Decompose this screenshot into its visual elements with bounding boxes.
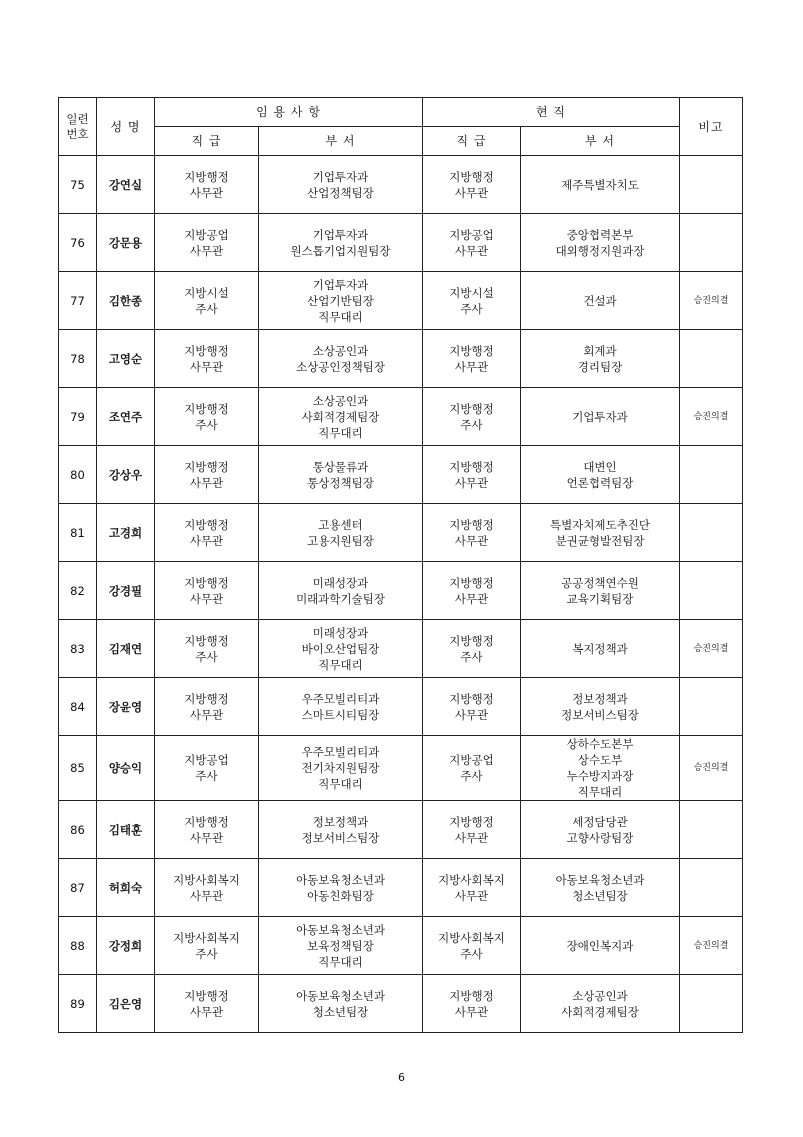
appointment-grade-cell-line: 주사 (195, 417, 218, 432)
current-dept-cell-line: 대외행정지원과장 (555, 243, 645, 258)
appointment-grade-cell-line: 지방행정 (184, 459, 229, 474)
current-grade-cell-line: 지방공업 (449, 753, 494, 767)
appointment-grade-header: 직 급 (155, 127, 259, 156)
note-cell: 승진의결 (680, 917, 743, 975)
current-grade-header: 직 급 (423, 127, 521, 156)
current-dept-cell-line: 기업투자과 (572, 409, 628, 424)
current-grade-cell-line: 지방행정 (449, 633, 494, 648)
current-grade-cell-line: 사무관 (454, 591, 489, 606)
appointment-grade-cell (155, 156, 259, 214)
note-cell: 승진의결 (680, 388, 743, 446)
current-dept-cell (521, 975, 680, 1033)
appointment-grade-cell-line: 사무관 (189, 185, 224, 200)
appointment-grade-cell-line: 지방행정 (184, 517, 229, 532)
current-dept-cell-line: 제주특별자치도 (561, 177, 639, 192)
appointment-dept-cell (259, 504, 423, 562)
current-grade-cell-line: 지방행정 (449, 988, 494, 1003)
current-grade-cell (423, 562, 521, 620)
name-cell: 강문용 (97, 214, 155, 272)
current-grade-cell-line: 지방행정 (449, 814, 494, 829)
current-dept-cell (521, 736, 680, 801)
appointment-grade-cell-line: 사무관 (189, 243, 224, 258)
note-cell (680, 678, 743, 736)
appointment-grade-cell-line: 사무관 (189, 591, 224, 606)
serial-number-cell: 81 (59, 504, 97, 562)
current-grade-cell-line: 사무관 (454, 359, 489, 374)
current-grade-cell (423, 736, 521, 801)
current-dept-cell (521, 917, 680, 975)
appointment-dept-cell-line: 기업투자과 (312, 227, 369, 242)
table-row (59, 504, 743, 562)
name-cell: 장윤영 (97, 678, 155, 736)
serial-number-cell: 87 (59, 859, 97, 917)
current-dept-cell (521, 272, 680, 330)
current-grade-cell-line: 지방행정 (449, 517, 494, 532)
appointment-dept-cell-line: 전기차지원팀장 (301, 761, 380, 775)
table-row (59, 801, 743, 859)
note-cell: 승진의결 (680, 620, 743, 678)
current-dept-cell (521, 214, 680, 272)
name-cell: 고영순 (97, 330, 155, 388)
appointment-dept-cell-line: 소상공인정책팀장 (296, 359, 385, 374)
table-row (59, 156, 743, 214)
serial-number-cell: 84 (59, 678, 97, 736)
name-cell: 김은영 (97, 975, 155, 1033)
appointment-grade-cell (155, 678, 259, 736)
appointment-dept-cell (259, 801, 423, 859)
note-header: 비고 (680, 98, 743, 156)
appointment-grade-cell (155, 214, 259, 272)
current-dept-cell-line: 건설과 (583, 293, 617, 308)
appointment-dept-cell-line: 직무대리 (318, 425, 363, 440)
name-cell: 강경필 (97, 562, 155, 620)
current-grade-cell-line: 지방행정 (449, 691, 494, 706)
appointment-header: 임 용 사 항 (155, 98, 423, 127)
current-grade-cell-line: 지방행정 (449, 343, 494, 358)
appointment-grade-cell-line: 사무관 (189, 830, 224, 845)
current-dept-cell-line: 특별자치제도추진단 (550, 517, 650, 532)
appointment-grade-cell-line: 사무관 (189, 707, 224, 722)
appointment-dept-cell-line: 고용센터 (318, 517, 363, 532)
current-grade-cell-line: 지방행정 (449, 459, 494, 474)
current-grade-cell-line: 지방행정 (449, 169, 494, 184)
appointment-dept-cell-line: 소상공인과 (312, 393, 369, 408)
current-dept-cell (521, 801, 680, 859)
current-dept-cell-line: 공공정책연수원 (561, 575, 639, 590)
table-row (59, 736, 743, 801)
table-row (59, 859, 743, 917)
table-row (59, 330, 743, 388)
current-grade-cell (423, 388, 521, 446)
table-row (59, 678, 743, 736)
appointment-grade-cell (155, 562, 259, 620)
current-grade-cell (423, 214, 521, 272)
current-dept-cell-line: 상수도부 (577, 753, 623, 767)
appointment-grade-cell (155, 801, 259, 859)
current-dept-cell-line: 중앙협력본부 (566, 227, 634, 242)
table-row (59, 214, 743, 272)
note-cell (680, 859, 743, 917)
appointment-dept-cell-line: 바이오산업팀장 (301, 641, 380, 656)
appointment-grade-cell-line: 지방행정 (184, 575, 229, 590)
name-cell: 강연실 (97, 156, 155, 214)
current-dept-cell-line: 복지정책과 (572, 641, 628, 656)
appointment-dept-cell-line: 고용지원팀장 (307, 533, 374, 548)
current-grade-cell-line: 사무관 (454, 1004, 489, 1019)
table-row (59, 562, 743, 620)
serial-number-cell: 85 (59, 736, 97, 801)
appointment-dept-cell (259, 562, 423, 620)
serial-number-cell: 89 (59, 975, 97, 1033)
appointment-grade-cell (155, 975, 259, 1033)
current-grade-cell (423, 156, 521, 214)
current-dept-cell-line: 대변인 (583, 459, 617, 474)
current-grade-cell (423, 446, 521, 504)
current-grade-cell-line: 지방행정 (449, 401, 494, 416)
appointment-grade-cell (155, 388, 259, 446)
current-grade-cell-line: 주사 (460, 649, 483, 664)
serial-number-cell: 88 (59, 917, 97, 975)
name-cell: 강정희 (97, 917, 155, 975)
appointment-dept-cell-line: 우주모빌리티과 (301, 691, 380, 706)
current-grade-cell-line: 주사 (460, 946, 483, 961)
current-grade-cell-line: 주사 (460, 769, 483, 783)
current-grade-cell-line: 지방공업 (449, 227, 494, 242)
name-header: 성 명 (97, 98, 155, 156)
appointment-grade-cell-line: 사무관 (189, 888, 224, 903)
note-cell: 승진의결 (680, 736, 743, 801)
appointment-dept-cell (259, 917, 423, 975)
appointment-dept-cell (259, 975, 423, 1033)
appointment-grade-cell-line: 사무관 (189, 475, 224, 490)
appointment-grade-cell-line: 지방행정 (184, 988, 229, 1003)
appointment-grade-cell-line: 지방행정 (184, 633, 229, 648)
appointment-grade-cell-line: 사무관 (189, 359, 224, 374)
appointment-dept-cell (259, 859, 423, 917)
table-row (59, 975, 743, 1033)
appointment-grade-cell-line: 지방공업 (184, 227, 229, 242)
appointment-dept-cell (259, 388, 423, 446)
current-dept-cell-line: 세정담당관 (572, 814, 628, 829)
current-grade-cell-line: 주사 (460, 301, 483, 316)
current-dept-cell-line: 소상공인과 (572, 988, 628, 1003)
appointment-dept-cell-line: 청소년팀장 (312, 1004, 369, 1019)
current-grade-cell-line: 지방사회복지 (438, 872, 505, 887)
current-grade-cell (423, 678, 521, 736)
appointment-dept-cell-line: 소상공인과 (312, 343, 369, 358)
table-row (59, 388, 743, 446)
name-cell: 양승익 (97, 736, 155, 801)
current-dept-cell-line: 청소년팀장 (572, 888, 628, 903)
appointment-dept-cell (259, 272, 423, 330)
serial-number-cell: 82 (59, 562, 97, 620)
name-cell: 고경희 (97, 504, 155, 562)
current-dept-cell (521, 156, 680, 214)
appointment-grade-cell-line: 지방공업 (184, 753, 229, 767)
current-dept-cell-line: 교육기획팀장 (566, 591, 634, 606)
appointment-dept-cell-line: 통상물류과 (312, 459, 369, 474)
current-grade-cell-line: 사무관 (454, 185, 489, 200)
appointment-grade-cell (155, 859, 259, 917)
appointment-grade-cell-line: 지방행정 (184, 169, 229, 184)
appointment-dept-cell-line: 직무대리 (318, 657, 363, 672)
current-dept-cell-line: 정보서비스팀장 (561, 707, 639, 722)
serial-number-cell: 86 (59, 801, 97, 859)
appointment-grade-cell-line: 지방행정 (184, 401, 229, 416)
appointment-dept-cell-line: 산업기반팀장 (307, 293, 374, 308)
serial-number-cell: 76 (59, 214, 97, 272)
current-position-header: 현 직 (423, 98, 680, 127)
appointment-grade-cell-line: 지방사회복지 (173, 872, 240, 887)
serial-number-cell: 75 (59, 156, 97, 214)
appointment-grade-cell (155, 446, 259, 504)
appointment-grade-cell-line: 지방행정 (184, 814, 229, 829)
appointment-dept-cell-line: 정보정책과 (312, 814, 369, 829)
current-grade-cell (423, 801, 521, 859)
table-row (59, 446, 743, 504)
appointment-dept-cell-line: 아동보육청소년과 (296, 922, 385, 937)
appointment-dept-cell (259, 446, 423, 504)
note-cell (680, 446, 743, 504)
note-cell (680, 214, 743, 272)
name-cell: 조연주 (97, 388, 155, 446)
appointment-dept-cell-line: 산업정책팀장 (307, 185, 374, 200)
current-grade-cell (423, 330, 521, 388)
current-dept-cell-line: 정보정책과 (572, 691, 628, 706)
current-grade-cell-line: 사무관 (454, 475, 489, 490)
appointment-dept-cell-line: 직무대리 (318, 954, 363, 969)
name-cell: 김태훈 (97, 801, 155, 859)
current-dept-cell-line: 회계과 (583, 343, 617, 358)
appointment-dept-cell-line: 미래성장과 (312, 625, 369, 640)
appointment-dept-cell-line: 기업투자과 (312, 169, 369, 184)
current-dept-cell (521, 330, 680, 388)
current-dept-cell-line: 아동보육청소년과 (555, 872, 645, 887)
appointment-dept-cell-line: 스마트시티팀장 (301, 707, 380, 722)
current-grade-cell-line: 사무관 (454, 888, 489, 903)
serial-number-cell: 83 (59, 620, 97, 678)
current-grade-cell-line: 주사 (460, 417, 483, 432)
current-dept-cell-line: 분권균형발전팀장 (555, 533, 645, 548)
appointment-grade-cell-line: 사무관 (189, 1004, 224, 1019)
current-grade-cell (423, 975, 521, 1033)
current-grade-cell (423, 272, 521, 330)
current-grade-cell-line: 지방행정 (449, 575, 494, 590)
name-cell: 김한종 (97, 272, 155, 330)
appointment-dept-cell-line: 보육정책팀장 (307, 938, 374, 953)
current-dept-cell (521, 562, 680, 620)
note-cell (680, 801, 743, 859)
current-grade-cell (423, 504, 521, 562)
current-grade-cell-line: 사무관 (454, 533, 489, 548)
serial-number-cell: 77 (59, 272, 97, 330)
current-dept-cell (521, 388, 680, 446)
table-row (59, 272, 743, 330)
appointment-grade-cell-line: 지방사회복지 (173, 930, 240, 945)
appointment-dept-cell (259, 156, 423, 214)
appointment-grade-cell-line: 주사 (195, 946, 218, 961)
current-grade-cell-line: 사무관 (454, 830, 489, 845)
current-dept-cell-line: 언론협력팀장 (566, 475, 634, 490)
appointment-dept-cell-line: 아동친화팀장 (307, 888, 374, 903)
appointment-dept-cell-line: 우주모빌리티과 (301, 745, 380, 759)
appointment-grade-cell (155, 917, 259, 975)
appointment-grade-cell (155, 272, 259, 330)
appointment-dept-cell-line: 정보서비스팀장 (301, 830, 380, 845)
note-cell (680, 562, 743, 620)
current-dept-cell (521, 504, 680, 562)
name-cell: 강상우 (97, 446, 155, 504)
appointment-dept-cell-line: 직무대리 (318, 777, 363, 791)
current-grade-cell (423, 917, 521, 975)
appointment-dept-header: 부 서 (259, 127, 423, 156)
name-cell: 허희숙 (97, 859, 155, 917)
appointment-grade-cell-line: 사무관 (189, 533, 224, 548)
appointment-dept-cell-line: 사회적경제팀장 (301, 409, 380, 424)
appointment-grade-cell-line: 지방행정 (184, 343, 229, 358)
appointment-dept-cell (259, 678, 423, 736)
appointment-grade-cell-line: 주사 (195, 649, 218, 664)
appointment-grade-cell-line: 지방시설 (184, 285, 229, 300)
current-dept-cell (521, 678, 680, 736)
current-dept-cell (521, 859, 680, 917)
current-dept-cell (521, 620, 680, 678)
current-grade-cell-line: 지방시설 (449, 285, 494, 300)
note-cell (680, 504, 743, 562)
appointment-dept-cell-line: 직무대리 (318, 309, 363, 324)
appointment-dept-cell-line: 원스톱기업지원팀장 (290, 243, 391, 258)
current-dept-cell-line: 장애인복지과 (566, 938, 634, 953)
table-row (59, 917, 743, 975)
note-cell (680, 156, 743, 214)
note-cell (680, 330, 743, 388)
appointment-grade-cell (155, 736, 259, 801)
current-dept-cell-line: 누수방지과장 (566, 769, 634, 783)
appointment-grade-cell (155, 620, 259, 678)
current-dept-cell-line: 상하수도본부 (566, 737, 634, 751)
appointment-grade-cell-line: 주사 (195, 301, 218, 316)
appointment-dept-cell (259, 736, 423, 801)
appointment-dept-cell-line: 미래성장과 (312, 575, 369, 590)
appointment-dept-cell (259, 620, 423, 678)
appointment-dept-cell-line: 통상정책팀장 (307, 475, 374, 490)
serial-number-cell: 80 (59, 446, 97, 504)
current-dept-cell-line: 경리팀장 (577, 359, 623, 374)
appointment-dept-cell-line: 아동보육청소년과 (296, 872, 385, 887)
appointment-dept-cell-line: 기업투자과 (312, 277, 369, 292)
current-grade-cell (423, 859, 521, 917)
appointment-dept-cell-line: 아동보육청소년과 (296, 988, 385, 1003)
appointment-dept-cell-line: 미래과학기술팀장 (296, 591, 385, 606)
table-row (59, 620, 743, 678)
appointment-dept-cell (259, 214, 423, 272)
appointment-grade-cell (155, 330, 259, 388)
current-dept-cell-line: 사회적경제팀장 (561, 1004, 639, 1019)
appointment-grade-cell-line: 지방행정 (184, 691, 229, 706)
page-number: 6 (398, 1071, 405, 1084)
current-grade-cell (423, 620, 521, 678)
personnel-table (58, 97, 743, 1033)
serial-number-cell: 78 (59, 330, 97, 388)
current-dept-cell (521, 446, 680, 504)
note-cell (680, 975, 743, 1033)
appointment-grade-cell (155, 504, 259, 562)
serial-number-cell: 79 (59, 388, 97, 446)
appointment-dept-cell (259, 330, 423, 388)
current-dept-header: 부 서 (521, 127, 680, 156)
serial-number-header: 일련 번호 (59, 98, 97, 156)
note-cell: 승진의결 (680, 272, 743, 330)
appointment-grade-cell-line: 주사 (195, 769, 218, 783)
name-cell: 김재연 (97, 620, 155, 678)
current-dept-cell-line: 직무대리 (577, 785, 623, 799)
current-grade-cell-line: 사무관 (454, 707, 489, 722)
current-grade-cell-line: 지방사회복지 (438, 930, 505, 945)
current-dept-cell-line: 고향사랑팀장 (566, 830, 634, 845)
current-grade-cell-line: 사무관 (454, 243, 489, 258)
